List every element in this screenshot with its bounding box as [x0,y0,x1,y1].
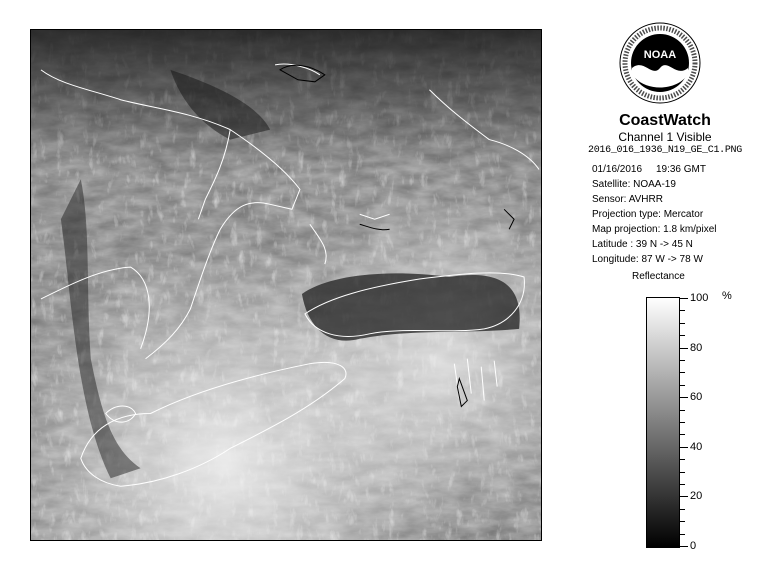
colorbar-tick [680,422,685,423]
datetime-row [592,162,772,177]
legend-unit: % [722,290,732,302]
reflectance-colorbar [646,297,680,548]
sensor-label: Sensor: AVHRR [592,194,663,205]
colorbar-tick [680,484,685,485]
colorbar-tick [680,410,685,411]
map-projection-label: Map projection: 1.8 km/pixel [592,224,717,235]
time-label: 19:36 GMT [655,164,706,175]
colorbar-tick-label: 60 [690,391,703,404]
colorbar-tick [680,323,685,324]
colorbar-tick [680,496,688,497]
colorbar-tick [680,310,685,311]
colorbar-tick [680,509,685,510]
colorbar-tick [680,298,688,299]
colorbar-tick [680,348,688,349]
agency-title: CoastWatch [619,112,711,129]
date-label: 01/16/2016 [592,164,643,175]
legend-title: Reflectance [632,271,685,282]
satellite-label: Satellite: NOAA-19 [592,179,676,190]
colorbar-tick-label: 0 [690,540,697,552]
colorbar-tick [680,372,685,373]
colorbar-tick [680,459,685,460]
filename-label: 2016_016_1936_N19_GE_C1.PNG [588,145,742,156]
logo-text: NOAA [643,49,677,61]
metadata-panel [592,162,772,267]
satellite-image [30,29,542,541]
colorbar-tick-label: 80 [690,341,703,354]
colorbar-tick [680,335,685,336]
latitude-label: Latitude : 39 N -> 45 N [592,239,693,250]
colorbar-tick [680,534,685,535]
colorbar-tick [680,546,688,547]
noaa-logo [619,22,701,104]
channel-label: Channel 1 Visible [618,130,712,144]
colorbar-tick [680,434,685,435]
colorbar-tick-label: 100 [690,292,709,304]
projection-type-label: Projection type: Mercator [592,209,704,220]
colorbar-tick [680,472,685,473]
colorbar-tick [680,447,688,448]
colorbar-tick [680,385,685,386]
colorbar-tick [680,360,685,361]
colorbar-tick-label: 20 [690,490,703,503]
colorbar-tick-label: 40 [690,440,703,453]
longitude-label: Longitude: 87 W -> 78 W [592,254,703,265]
title-block [562,112,768,157]
colorbar-tick [680,397,688,398]
colorbar-tick [680,521,685,522]
